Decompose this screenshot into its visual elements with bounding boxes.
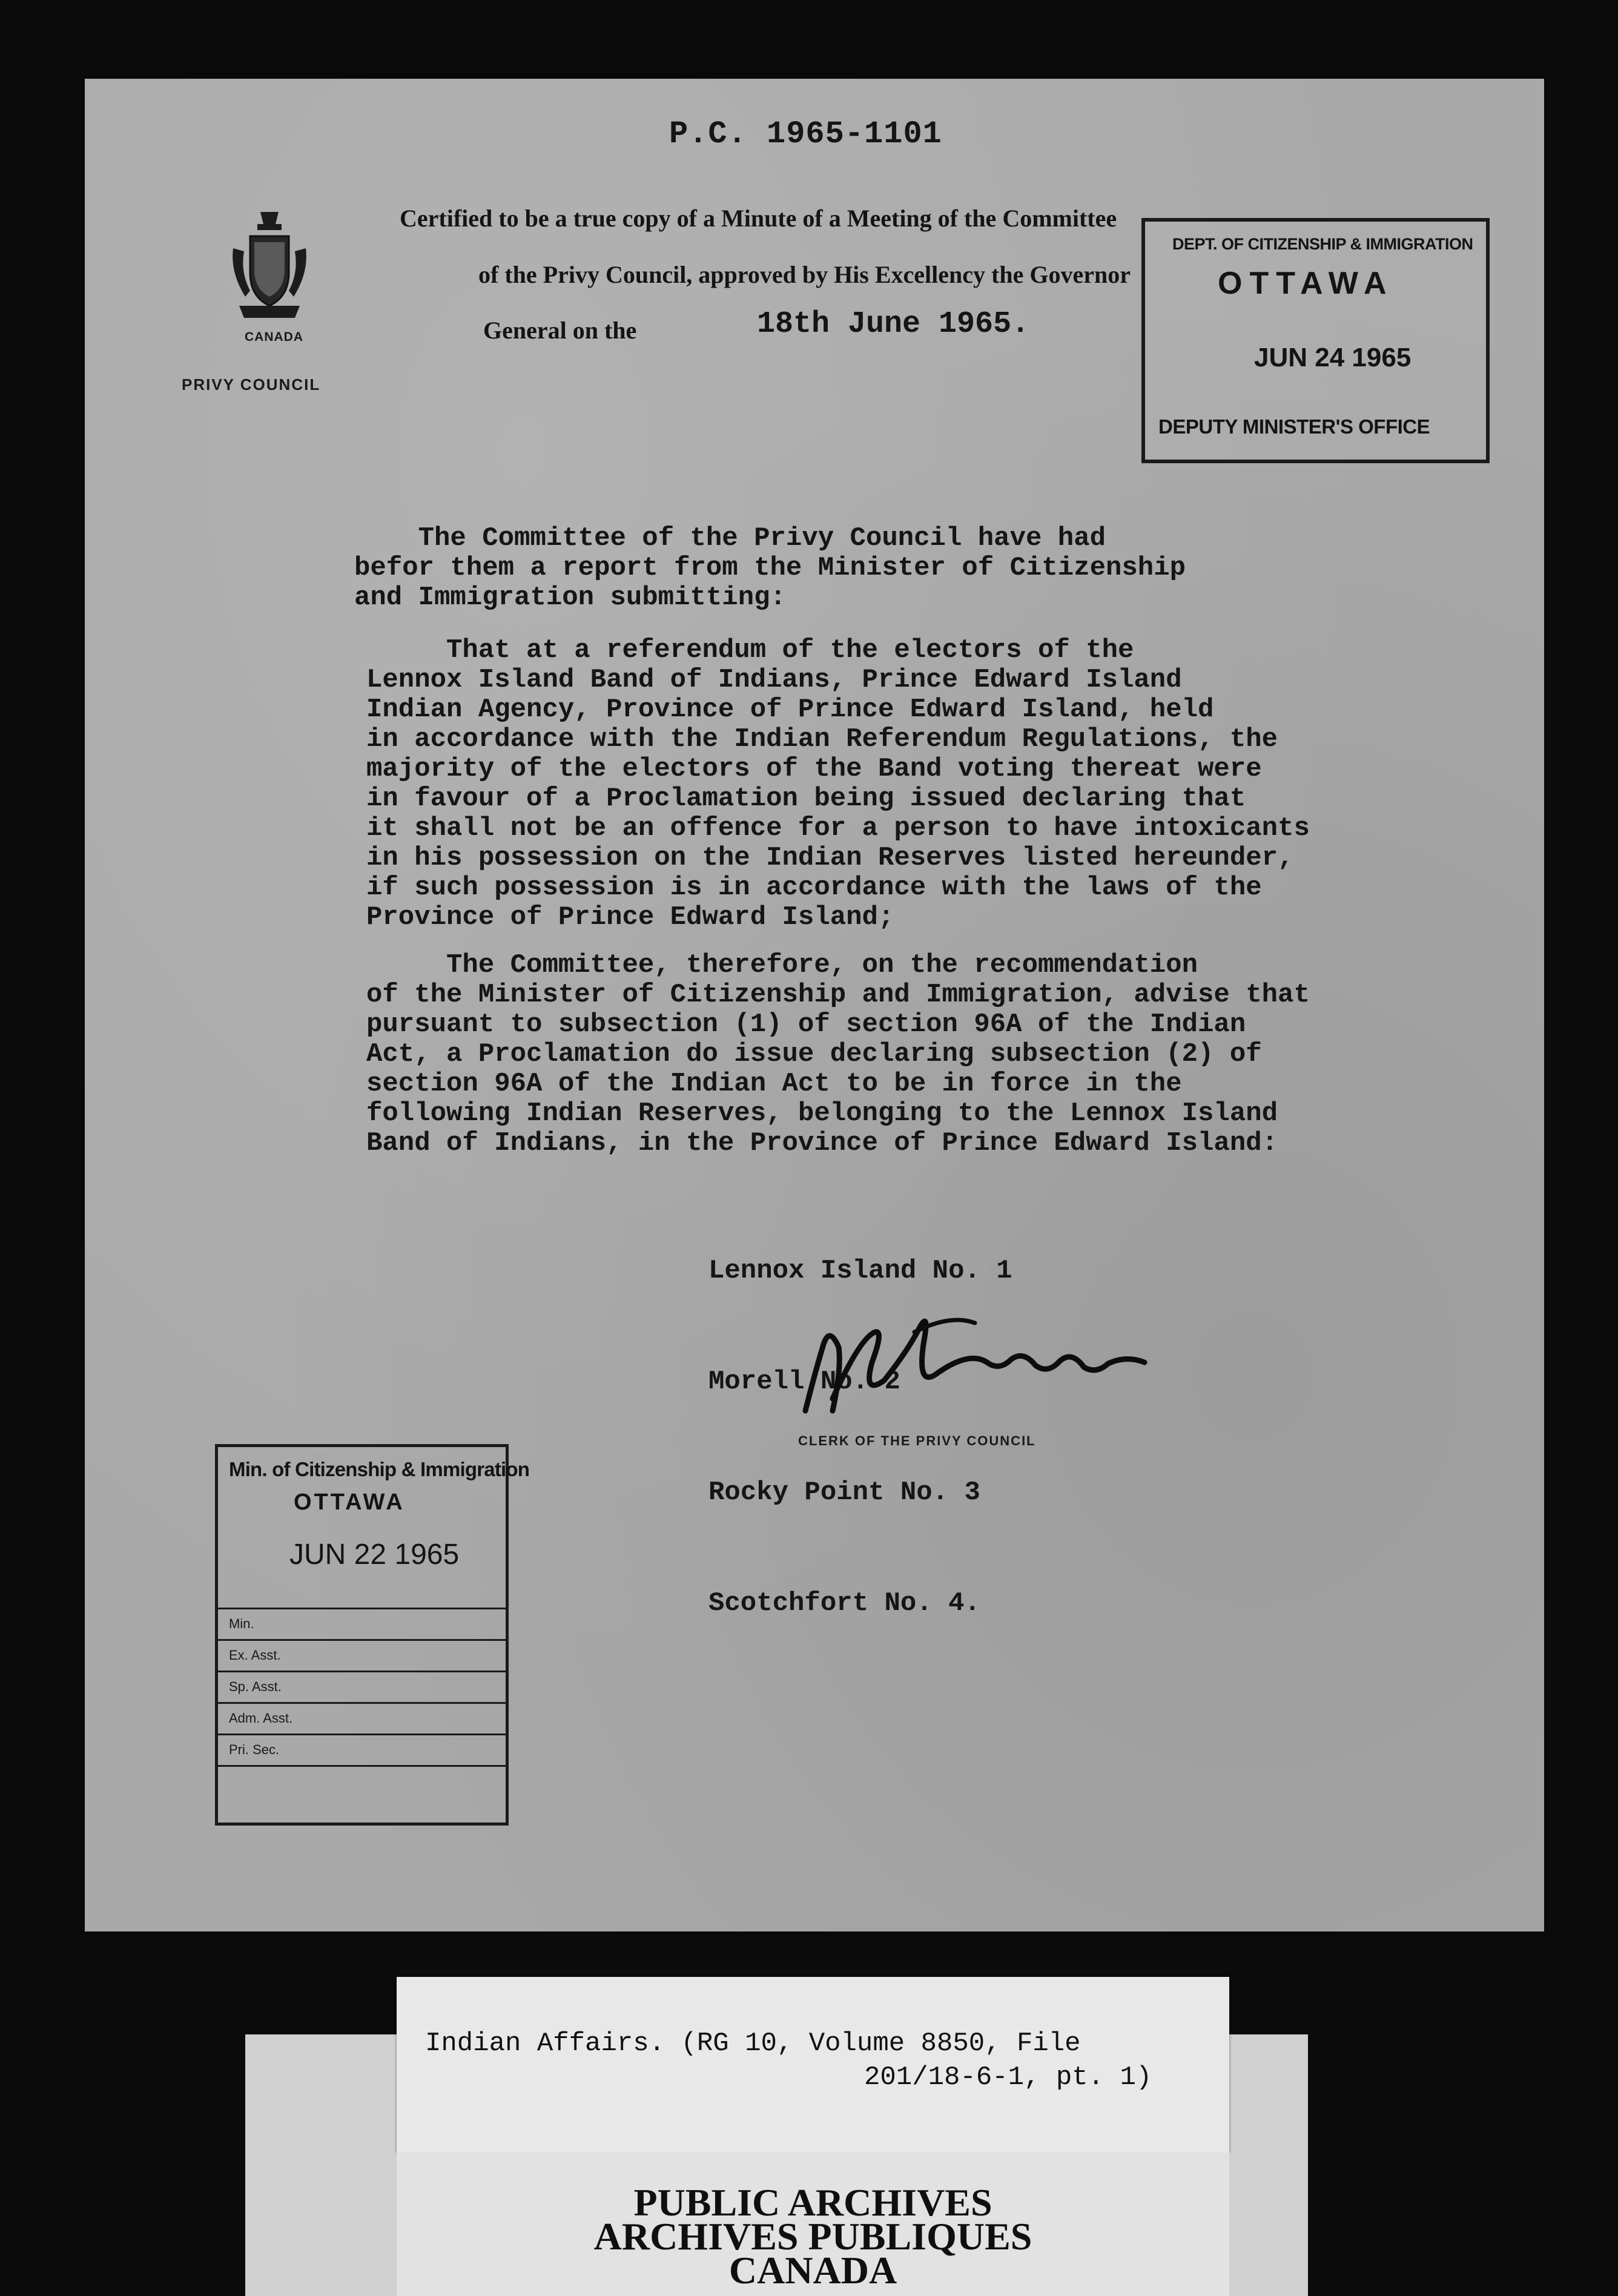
pc-number: P.C. 1965-1101 [669, 116, 942, 152]
routing-row: Ex. Asst. [218, 1639, 506, 1671]
stamp-department: Min. of Citizenship & Immigration [229, 1458, 530, 1480]
certification-line-2: of the Privy Council, approved by His Excellency the Governor [478, 261, 1131, 288]
list-item: Lennox Island No. 1 [708, 1256, 1012, 1286]
stamp-date: JUN 24 1965 [1254, 343, 1412, 372]
list-item: Scotchfort No. 4. [708, 1588, 980, 1618]
archive-reference-label [397, 1977, 1229, 2152]
stamp-city: OTTAWA [1218, 266, 1394, 301]
archive-reference-line-2: 201/18-6-1, pt. 1) [864, 2062, 1152, 2093]
clerk-label: CLERK OF THE PRIVY COUNCIL [798, 1433, 1036, 1448]
archives-line-2: ARCHIVES PUBLIQUES [593, 2215, 1032, 2258]
public-archives-label [397, 2152, 1229, 2296]
clerk-signature [769, 1290, 1163, 1447]
routing-table [218, 1608, 506, 1796]
archive-reference-line-1: Indian Affairs. (RG 10, Volume 8850, File [425, 2028, 1081, 2059]
routing-row: Adm. Asst. [218, 1702, 506, 1734]
routing-row: Min. [218, 1608, 506, 1639]
list-item: Morell No. 2 [708, 1367, 900, 1397]
routing-row [218, 1765, 506, 1796]
stamp-city: OTTAWA [294, 1489, 405, 1515]
approval-date: 18th June 1965. [757, 307, 1030, 341]
paragraph-referendum: That at a referendum of the electors of the Lennox Island Band of Indians, Prince Edward Island Indian Agency, Province of Prince Edward Island, held in accordance with the Indian Referendum Regulations, the majority of the electors of the Band voting thereat were in favour of a Proclamation being issued declaring that it shall not be an offence for a person to have intoxicants in his possession on the Indian Reserves listed hereunder, if such possession is in accordance with the laws of the Province of Prince Edward Island; [366, 635, 1310, 932]
received-stamp-minister [215, 1444, 530, 1826]
routing-row: Sp. Asst. [218, 1671, 506, 1702]
archives-line-3: CANADA [728, 2249, 897, 2292]
paragraph-recommendation: The Committee, therefore, on the recommendation of the Minister of Citizenship and Immigration, advise that pursuant to subsection (1) of section 96A of the Indian Act, a Proclamation do issue declaring subsection (2) of section 96A of the Indian Act to be in force in the following Indian Reserves, belonging to the Lennox Island Band of Indians, in the Province of Prince Edward Island: [366, 950, 1310, 1158]
paragraph-report: The Committee of the Privy Council have had befor them a report from the Minister of Citizenship and Immigration submitting: [354, 523, 1186, 613]
stamp-department: DEPT. OF CITIZENSHIP & IMMIGRATION [1172, 235, 1473, 253]
certification-line-1: Certified to be a true copy of a Minute of a Meeting of the Committee [400, 205, 1117, 232]
archives-line-1: PUBLIC ARCHIVES [633, 2181, 992, 2224]
received-stamp-deputy-minister [1141, 218, 1490, 463]
canada-label: CANADA [245, 330, 303, 344]
coat-of-arms-icon [227, 206, 312, 327]
stamp-date: JUN 22 1965 [289, 1539, 460, 1571]
stamp-office: DEPUTY MINISTER'S OFFICE [1158, 415, 1430, 438]
document-sheet [85, 79, 1544, 1931]
privy-council-label: PRIVY COUNCIL [182, 375, 321, 394]
certification-line-3: General on the [483, 317, 637, 344]
routing-row: Pri. Sec. [218, 1734, 506, 1765]
list-item: Rocky Point No. 3 [708, 1477, 980, 1508]
